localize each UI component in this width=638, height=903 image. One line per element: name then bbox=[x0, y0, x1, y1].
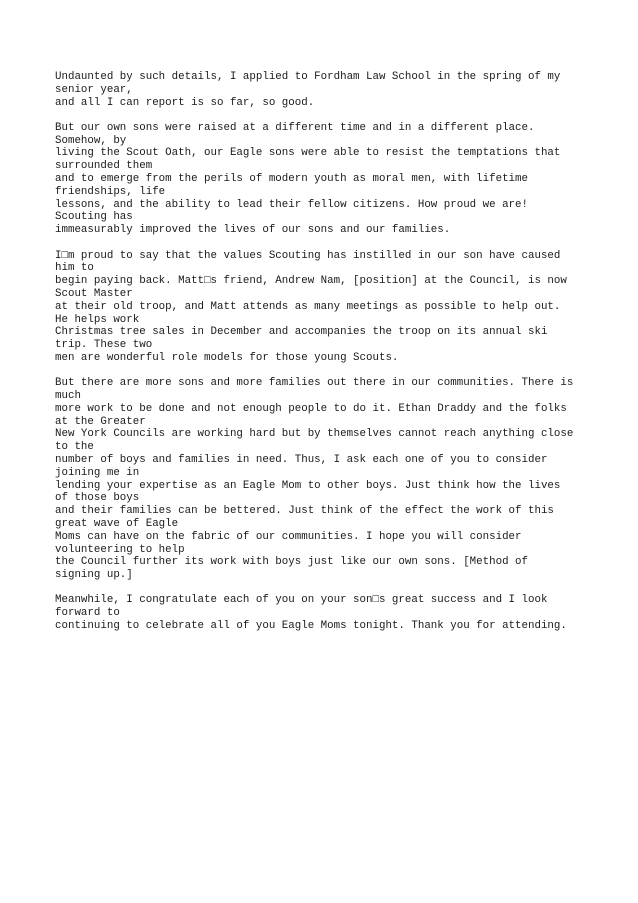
text-line: Scouting has bbox=[55, 211, 133, 224]
paragraph bbox=[55, 594, 595, 632]
text-line: I□m proud to say that the values Scouting has instilled in our son have caused bbox=[55, 249, 561, 262]
text-line: and to emerge from the perils of modern youth as moral men, with lifetime bbox=[55, 173, 528, 186]
text-line: at the Greater bbox=[55, 415, 146, 428]
text-line: great wave of Eagle bbox=[55, 518, 179, 530]
text-line: immeasurably improved the lives of our sons and our families. bbox=[55, 224, 451, 237]
text-line: Christmas tree sales in December and accompanies the troop on its annual ski bbox=[55, 326, 548, 339]
text-line: Meanwhile, I congratulate each of you on your son□s great success and I look bbox=[55, 594, 548, 607]
text-line: Undaunted by such details, I applied to Fordham Law School in the spring of my bbox=[55, 71, 561, 83]
text-line: lessons, and the ability to lead their fellow citizens. How proud we are! bbox=[55, 198, 528, 211]
text-line: signing up.] bbox=[55, 569, 133, 582]
paragraph bbox=[55, 122, 595, 237]
text-line: men are wonderful role models for those young Scouts. bbox=[55, 351, 399, 364]
text-line: But our own sons were raised at a different time and in a different place. bbox=[55, 121, 535, 134]
text-line: Somehow, by bbox=[55, 134, 127, 147]
text-line: joining me in bbox=[55, 466, 140, 479]
text-line: number of boys and families in need. Thus, I ask each one of you to consider bbox=[55, 454, 548, 467]
paragraph bbox=[55, 71, 595, 109]
text-line: New York Councils are working hard but by themselves cannot reach anything close bbox=[55, 428, 574, 441]
text-line: senior year, bbox=[55, 83, 133, 96]
text-line: But there are more sons and more families out there in our communities. There is bbox=[55, 377, 574, 390]
text-line: He helps work bbox=[55, 313, 140, 326]
text-line: of those boys bbox=[55, 492, 140, 505]
text-line: more work to be done and not enough people to do it. Ethan Draddy and the folks bbox=[55, 402, 567, 415]
text-line: the Council further its work with boys just like our own sons. [Method of bbox=[55, 556, 528, 569]
text-line: at their old troop, and Matt attends as many meetings as possible to help out. bbox=[55, 300, 561, 313]
paragraph bbox=[55, 250, 595, 365]
text-line: much bbox=[55, 390, 81, 403]
text-line: lending your expertise as an Eagle Mom to other boys. Just think how the lives bbox=[55, 479, 561, 492]
text-line: and all I can report is so far, so good. bbox=[55, 96, 315, 109]
text-line: surrounded them bbox=[55, 160, 153, 173]
text-line: volunteering to help bbox=[55, 543, 185, 556]
text-line: him to bbox=[55, 262, 94, 275]
paragraph bbox=[55, 377, 595, 582]
document-body bbox=[55, 71, 595, 645]
text-line: begin paying back. Matt□s friend, Andrew Nam, [position] at the Council, is now bbox=[55, 275, 567, 288]
text-line: Scout Master bbox=[55, 287, 133, 300]
text-line: friendships, life bbox=[55, 185, 166, 198]
text-line: trip. These two bbox=[55, 339, 153, 352]
text-line: to the bbox=[55, 441, 94, 454]
text-line: and their families can be bettered. Just think of the effect the work of this bbox=[55, 505, 554, 518]
text-line: living the Scout Oath, our Eagle sons were able to resist the temptations that bbox=[55, 147, 561, 160]
text-line: forward to bbox=[55, 607, 120, 620]
text-line: continuing to celebrate all of you Eagle Moms tonight. Thank you for attending. bbox=[55, 620, 567, 633]
text-line: Moms can have on the fabric of our communities. I hope you will consider bbox=[55, 530, 522, 543]
